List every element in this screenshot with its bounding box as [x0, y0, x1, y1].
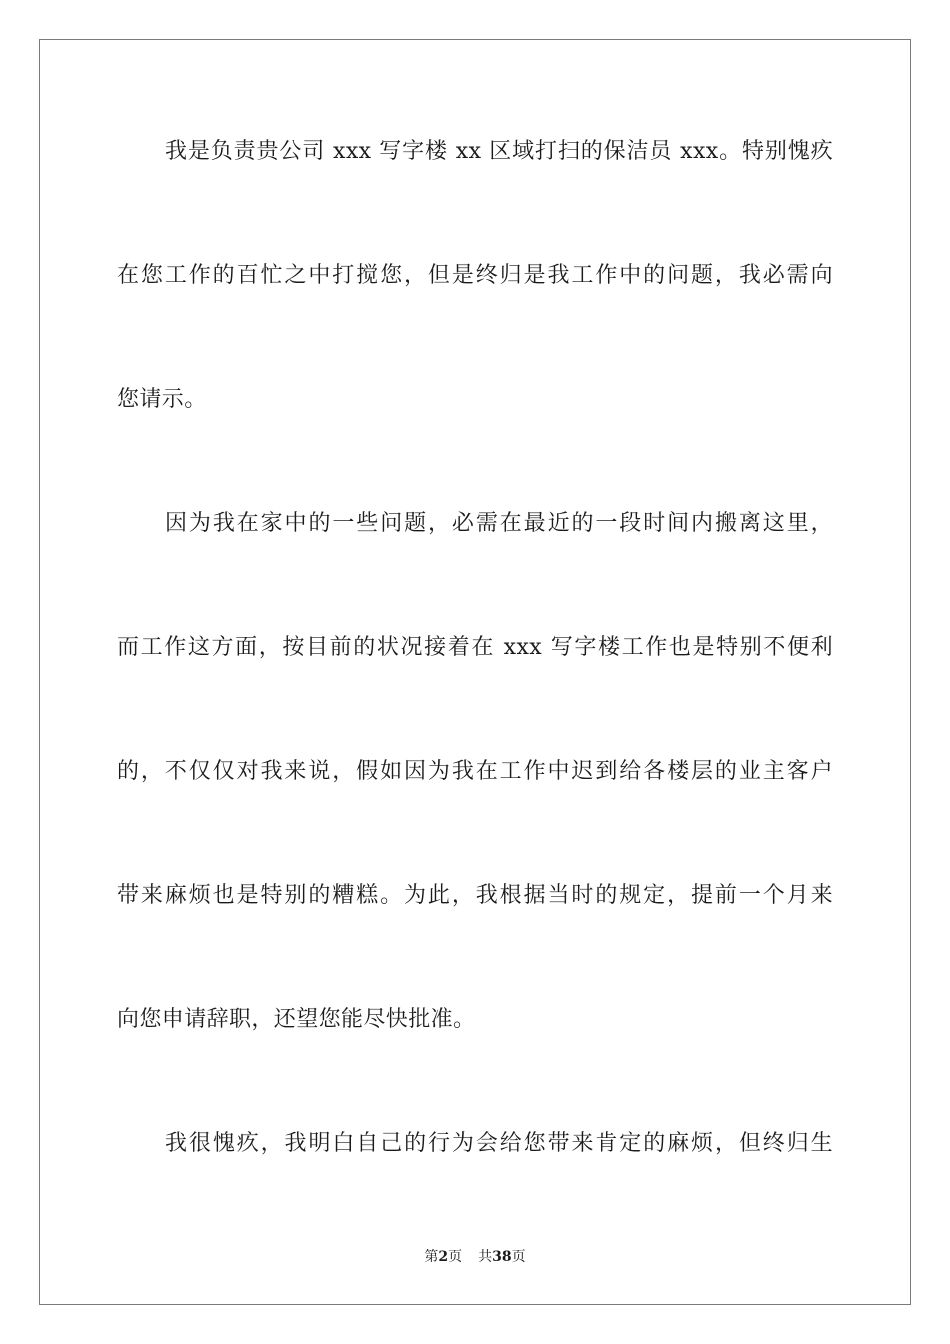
- current-page-number: 2: [438, 1249, 449, 1265]
- paragraph-2-line-4: 带来麻烦也是特别的糟糕。为此，我根据当时的规定，提前一个月来: [117, 883, 833, 908]
- paragraph-2-line-5: 向您申请辞职，还望您能尽快批准。: [117, 1007, 476, 1032]
- paragraph-2-line-2: 而工作这方面，按目前的状况接着在 xxx 写字楼工作也是特别不便利: [117, 635, 833, 660]
- paragraph-2-line-1: 因为我在家中的一些问题，必需在最近的一段时间内搬离这里，: [165, 511, 833, 536]
- total-page-count: 38: [492, 1249, 512, 1265]
- page-label-suffix: 页: [448, 1249, 463, 1265]
- total-label-suffix: 页: [511, 1249, 526, 1265]
- page-footer: [0, 1247, 950, 1267]
- paragraph-1-line-2: 在您工作的百忙之中打搅您，但是终归是我工作中的问题，我必需向: [117, 263, 833, 288]
- paragraph-1-line-1: 我是负责贵公司 xxx 写字楼 xx 区域打扫的保洁员 xxx。特别愧疚: [165, 139, 833, 164]
- page-border: [39, 39, 911, 1305]
- paragraph-3-line-1: 我很愧疚，我明白自己的行为会给您带来肯定的麻烦，但终归生: [165, 1131, 833, 1156]
- page-label-prefix: 第: [424, 1249, 439, 1265]
- total-label-prefix: 共: [478, 1249, 493, 1265]
- paragraph-1-line-3: 您请示。: [117, 387, 207, 412]
- paragraph-2-line-3: 的，不仅仅对我来说，假如因为我在工作中迟到给各楼层的业主客户: [117, 759, 833, 784]
